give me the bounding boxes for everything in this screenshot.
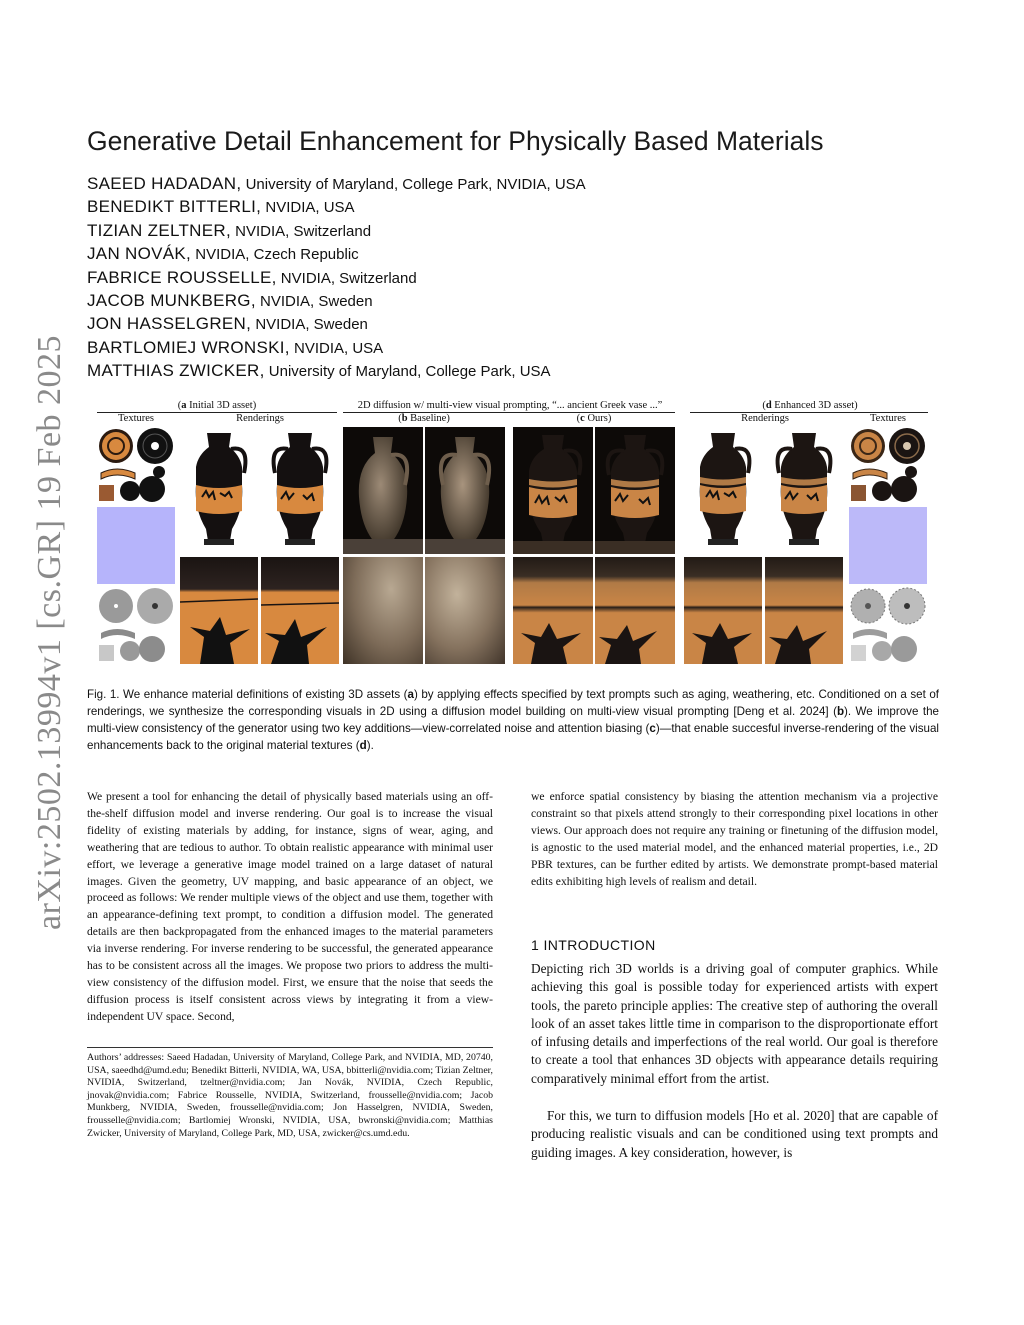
rendering-d-view1 (684, 427, 762, 554)
intro-paragraph-2: For this, we turn to diffusion models [Ho et al. 2020] that are capable of producing realistic visuals and can be conditioned using text prompts and guiding images. A key consideration, however, is (531, 1108, 938, 1160)
author-name: FABRICE ROUSSELLE, (87, 268, 277, 287)
section-heading-introduction: 1 INTRODUCTION (531, 937, 656, 953)
author-name: BENEDIKT BITTERLI, (87, 197, 262, 216)
rendering-d-closeup1 (684, 557, 762, 664)
rendering-a-closeup1 (180, 557, 258, 664)
author-6 (87, 291, 373, 311)
texture-normal-d (849, 507, 927, 584)
author-2 (87, 197, 355, 217)
authors-addresses-footnote: Authors’ addresses: Saeed Hadadan, University of Maryland, College Park, and NVIDIA, MD, 20740, USA, saeedhd@umd.edu; Benedikt Bitterli, NVIDIA, WA, USA, bbitterli@nvidia.com; Tizian Zeltner, NVIDIA, Switzerland, tzeltner@nvidia.com; Jan Novák, NVIDIA, Czech Republic, jnovak@nvidia.com; Fabrice Rousselle, NVIDIA, Switzerland, frousselle@nvidia.com; Jacob Munkberg, NVIDIA, Sweden, frousselle@nvidia.com; Jon Hasselgren, NVIDIA, Sweden, frousselle@nvidia.com; Bartlomiej Wronski, NVIDIA, USA, bwronski@nvidia.com; Matthias Zwicker, University of Maryland, College Park, MD, USA, zwicker@cs.umd.edu. (87, 1052, 493, 1139)
author-9 (87, 361, 551, 381)
author-3 (87, 221, 371, 241)
author-name: TIZIAN ZELTNER, (87, 221, 231, 240)
fig-group-d-label: (d Enhanced 3D asset) (762, 400, 858, 411)
author-name: SAEED HADADAN, (87, 174, 242, 193)
fig-label-textures-a: Textures (117, 413, 154, 424)
author-affiliation: NVIDIA, Switzerland (230, 223, 372, 240)
author-affiliation: NVIDIA, Sweden (255, 293, 373, 310)
author-name: JON HASSELGREN, (87, 314, 252, 333)
ours-view2 (595, 427, 675, 554)
abstract-left: We present a tool for enhancing the detail of physically based materials using an off-the-shelf diffusion model and inverse rendering. Our goal is to increase the visual fidelity of existing materials by adding, for instance, signs of wear, aging, and weathering that are tedious to author. To obtain realistic appearance with minimal user effort, we leverage a generative image model trained on a large dataset of natural images. Given the geometry, UV mapping, and basic appearance of an object, we proceed as follows: We render multiple views of the object and use them, together with an appearance-defining text prompt, to condition a diffusion model. The generated details are then backpropagated from the enhanced images to the material parameters via inverse rendering. For inverse rendering to be successful, the generated appearance has to be consistent across all the images. We propose two priors to address the multi-view consistency of the diffusion model. First, we ensure that the noise that seeds the diffusion process is itself consistent across views by integrating it from a view-independent UV space. Second, (87, 790, 493, 1023)
texture-albedo-d (849, 427, 927, 504)
texture-roughness-a (97, 587, 175, 664)
rendering-a-closeup2 (261, 557, 339, 664)
baseline-closeup1 (343, 557, 423, 664)
author-1 (87, 174, 586, 194)
baseline-closeup2 (425, 557, 505, 664)
author-name: MATTHIAS ZWICKER, (87, 361, 265, 380)
author-affiliation: NVIDIA, USA (289, 340, 384, 357)
texture-albedo-a (97, 427, 175, 504)
fig-label-ours: (c Ours) (576, 413, 612, 424)
fig-group-a-label: (a Initial 3D asset) (177, 400, 257, 411)
fig-group-mid-label: 2D diffusion w/ multi-view visual prompting, “... ancient Greek vase ...” (357, 400, 663, 411)
rendering-d-view2 (765, 427, 843, 554)
texture-roughness-d (849, 587, 927, 664)
author-affiliation: NVIDIA, Czech Republic (191, 246, 359, 263)
author-affiliation: NVIDIA, Switzerland (276, 270, 417, 287)
author-name: JAN NOVÁK, (87, 244, 192, 263)
rendering-a-view1 (180, 427, 258, 554)
author-affiliation: NVIDIA, USA (261, 199, 355, 216)
paper-title: Generative Detail Enhancement for Physically Based Materials (87, 126, 824, 156)
fig-label-textures-d: Textures (869, 413, 906, 424)
figure-caption: Fig. 1. We enhance material definitions of existing 3D assets (a) by applying effects specified by text prompts such as aging, weathering, etc. Conditioned on a set of renderings, we synthesize the corresponding visuals in 2D using a diffusion model building on multi-view visual prompting [Deng et al. 2024] (b). We improve the multi-view consistency of the generator using two key additions—view-correlated noise and attention biasing (c)—that enable succesful inverse-rendering of the visual enhancements back to the original material textures (d). (87, 688, 939, 752)
fig-label-renderings-a: Renderings (236, 413, 284, 424)
author-4 (87, 244, 359, 264)
texture-normal-a (97, 507, 175, 584)
author-affiliation: University of Maryland, College Park, USA (264, 363, 551, 380)
baseline-view2 (425, 427, 505, 554)
footnote-rule (87, 1047, 493, 1048)
rendering-d-closeup2 (765, 557, 843, 664)
author-name: JACOB MUNKBERG, (87, 291, 256, 310)
author-name: BARTLOMIEJ WRONSKI, (87, 338, 290, 357)
rendering-a-view2 (261, 427, 339, 554)
abstract-right: we enforce spatial consistency by biasing the attention mechanism via a projective constraint so that pixels attend strongly to their corresponding pixel locations in other views. Our approach does not require any training or finetuning of the diffusion model, is agnostic to the used material model, and the enhanced material properties, i.e., 2D PBR textures, can be further edited by artists. We demonstrate prompt-based material edits exhibiting high levels of realism and detail. (531, 790, 938, 888)
intro-paragraph-1: Depicting rich 3D worlds is a driving goal of computer graphics. While achieving this goal is possible today for experienced artists with expert tools, the pareto principle applies: The creative step of authoring the overall look of an asset takes little time in comparison to the disproportionate effort of infusing details and imperfections of the real world. Our goal is therefore to create a tool that enhances 3D objects with appearance details requiring comparatively minimal effort from the artist. (531, 961, 938, 1086)
author-affiliation: NVIDIA, Sweden (251, 316, 368, 333)
author-7 (87, 314, 368, 334)
fig-label-renderings-d: Renderings (741, 413, 789, 424)
arxiv-stamp: arXiv:2502.13994v1 [cs.GR] 19 Feb 2025 (31, 334, 68, 930)
ours-closeup2 (595, 557, 675, 664)
author-5 (87, 268, 417, 288)
ours-view1 (513, 427, 593, 554)
ours-closeup1 (513, 557, 593, 664)
author-affiliation: University of Maryland, College Park, NVIDIA, USA (241, 176, 586, 193)
fig-label-baseline: (b Baseline) (398, 413, 450, 424)
author-8 (87, 338, 383, 358)
baseline-view1 (343, 427, 423, 554)
